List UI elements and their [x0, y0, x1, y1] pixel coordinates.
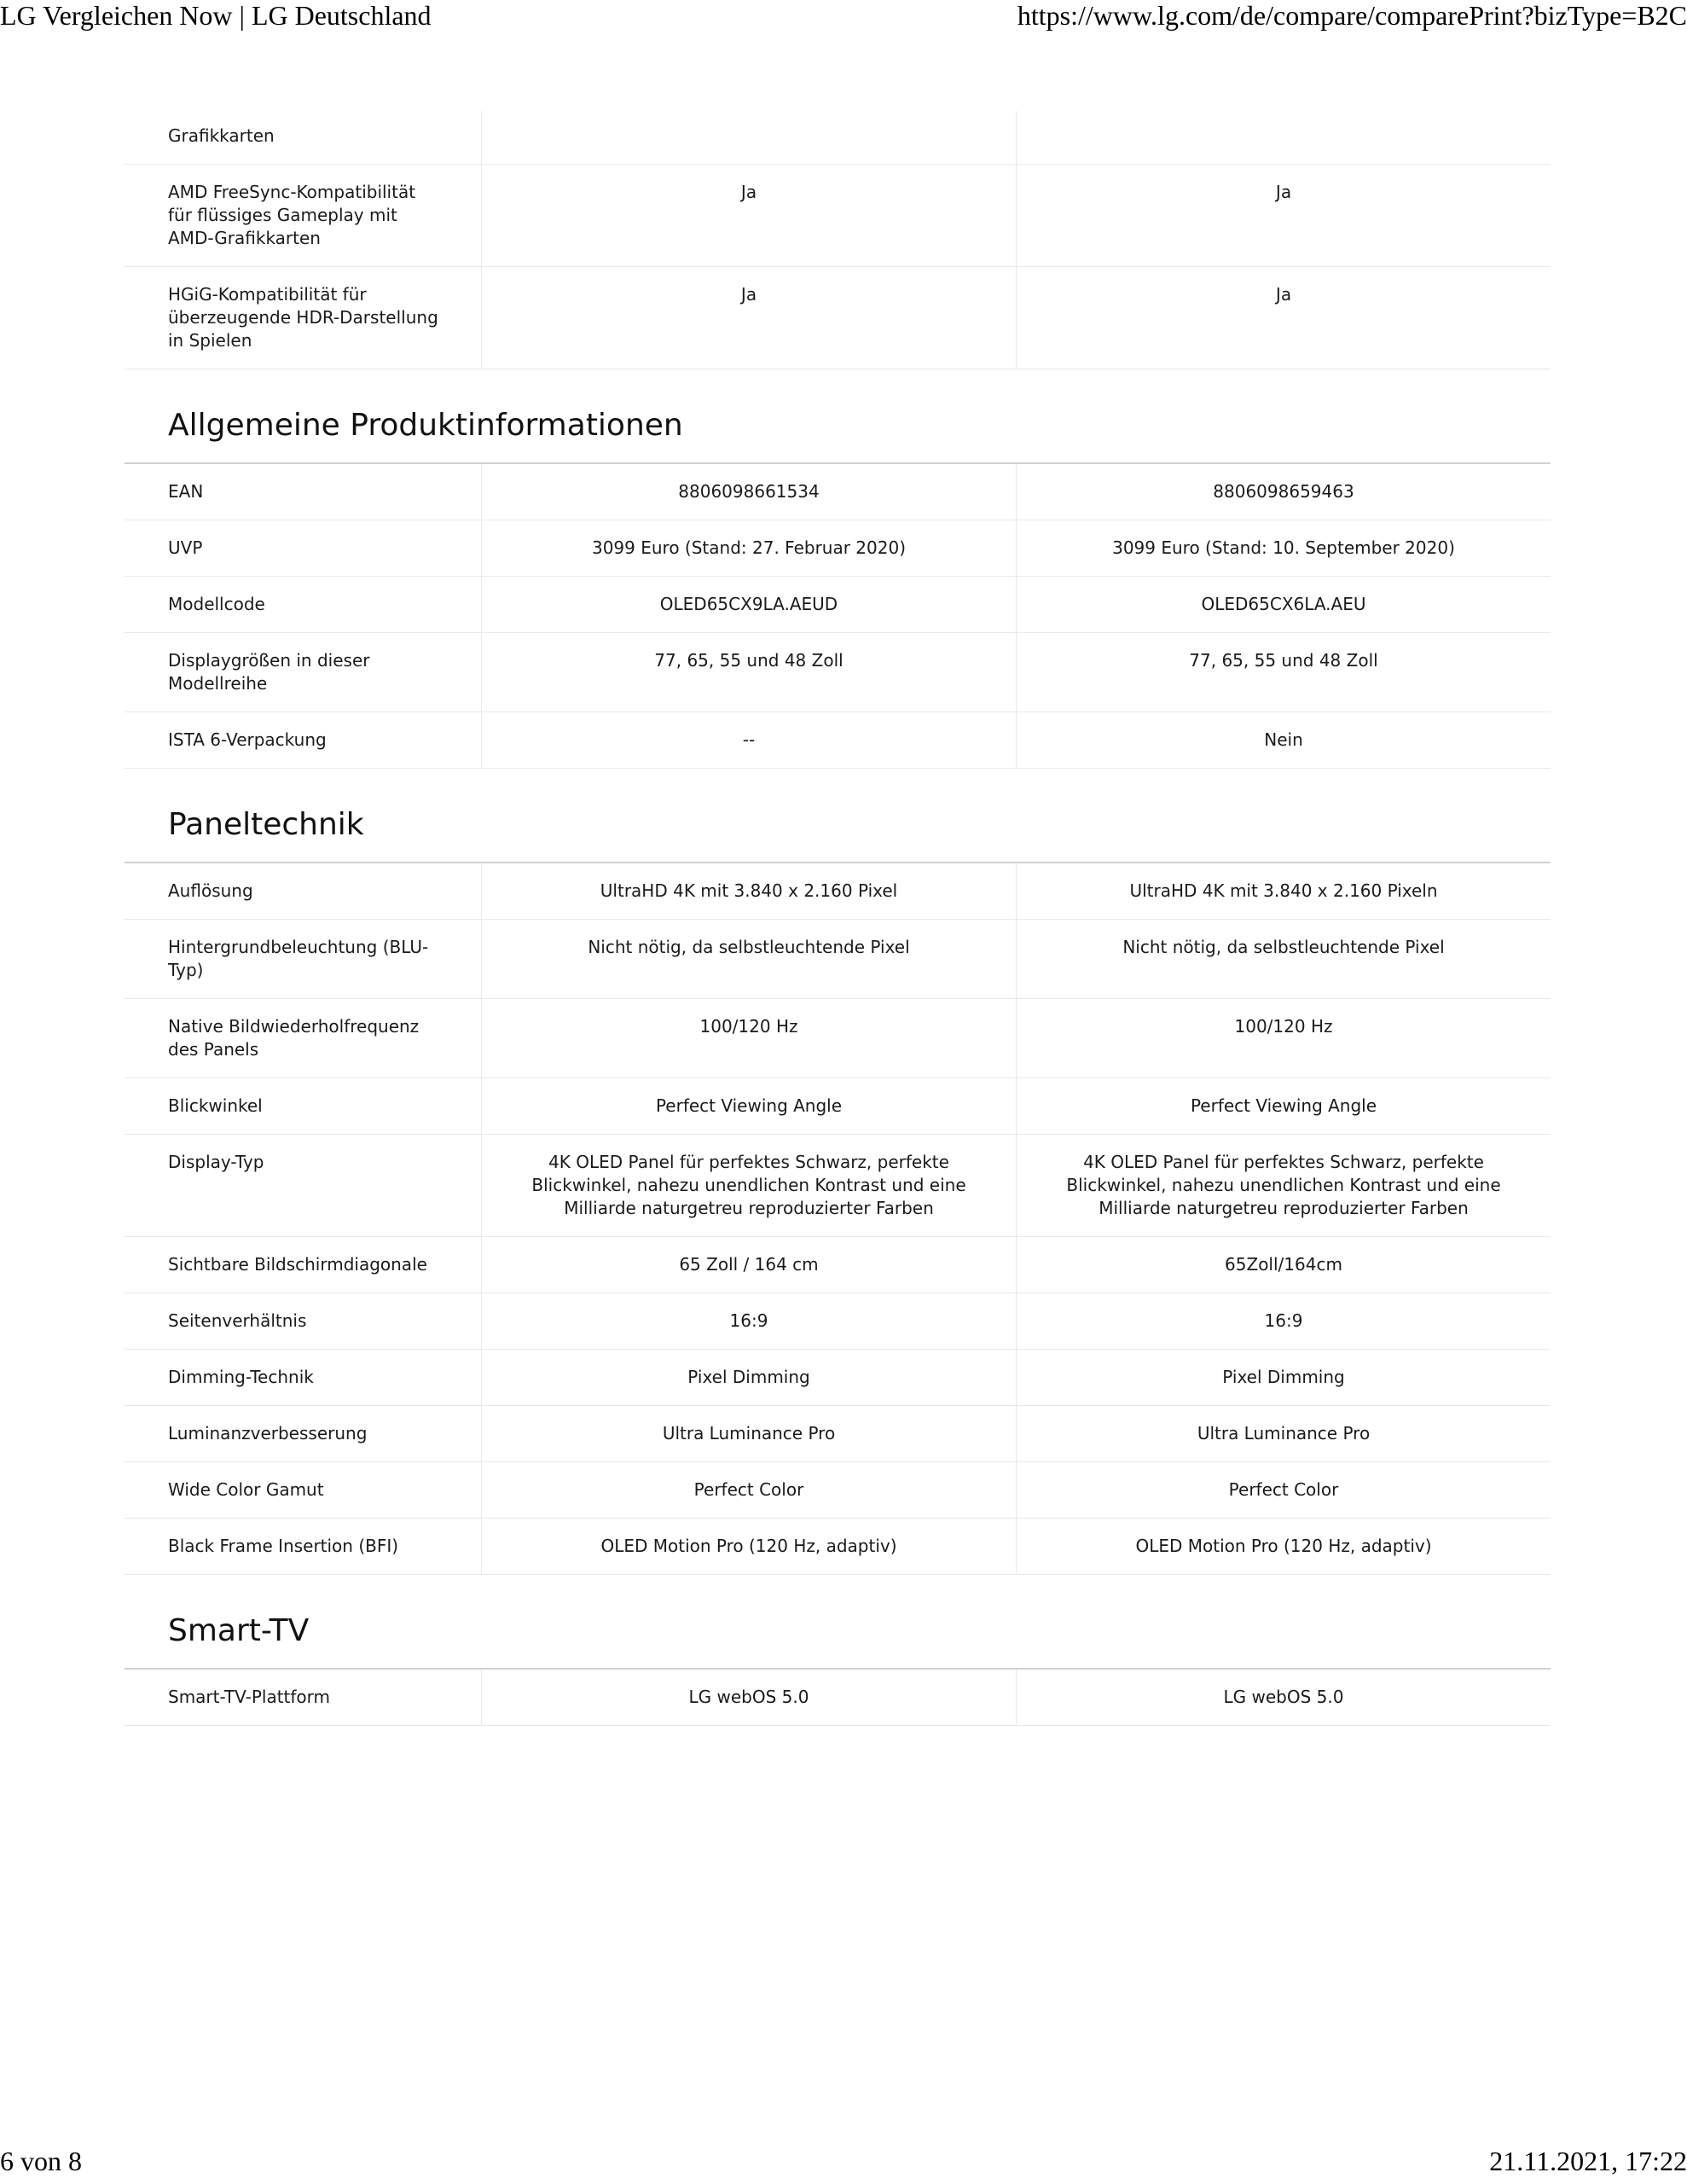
spec-label: Native Bildwiederholfrequenz des Panels — [168, 1016, 420, 1060]
section-title: Allgemeine Produktinformationen — [125, 369, 1551, 464]
product-1-value: Ja — [481, 165, 1016, 266]
print-footer — [0, 2146, 1687, 2184]
product-1-value: -- — [481, 712, 1016, 768]
spec-label: Hintergrundbeleuchtung (BLU-Typ) — [168, 937, 429, 980]
table-row — [125, 1462, 1551, 1519]
product-2-value: 4K OLED Panel für perfektes Schwarz, perfekte Blickwinkel, nahezu unendlichen Kontrast und eine Milliarde naturgetreu reproduzierter Farben — [1016, 1135, 1551, 1236]
product-2-value: 100/120 Hz — [1016, 999, 1551, 1077]
section-title: Paneltechnik — [125, 769, 1551, 863]
product-2-value: 8806098659463 — [1016, 464, 1551, 520]
product-1-value: 77, 65, 55 und 48 Zoll — [481, 633, 1016, 712]
product-2-value: Ultra Luminance Pro — [1016, 1406, 1551, 1461]
product-2-value: 77, 65, 55 und 48 Zoll — [1016, 633, 1551, 712]
product-2-value: OLED Motion Pro (120 Hz, adaptiv) — [1016, 1519, 1551, 1574]
product-2-value: 16:9 — [1016, 1293, 1551, 1349]
product-1-value: Ultra Luminance Pro — [481, 1406, 1016, 1461]
table-row — [125, 633, 1551, 712]
product-1-value: Ja — [481, 267, 1016, 369]
table-row — [125, 1237, 1551, 1293]
print-header — [0, 0, 1687, 34]
product-1-value: LG webOS 5.0 — [481, 1670, 1016, 1725]
spec-label: Smart-TV-Plattform — [168, 1687, 331, 1707]
product-2-value: Pixel Dimming — [1016, 1350, 1551, 1405]
product-1-value: UltraHD 4K mit 3.840 x 2.160 Pixel — [481, 863, 1016, 919]
spec-label: Dimming-Technik — [168, 1367, 314, 1387]
table-row — [125, 1406, 1551, 1462]
spec-label: Displaygrößen in dieser Modellreihe — [168, 650, 370, 694]
product-1-value: OLED65CX9LA.AEUD — [481, 577, 1016, 632]
section-title: Smart-TV — [125, 1575, 1551, 1670]
table-row — [125, 999, 1551, 1078]
product-1-value: Perfect Viewing Angle — [481, 1078, 1016, 1134]
product-2-value — [1016, 111, 1551, 164]
product-1-value: Pixel Dimming — [481, 1350, 1016, 1405]
product-1-value: 8806098661534 — [481, 464, 1016, 520]
table-row — [125, 863, 1551, 920]
product-1-value: Perfect Color — [481, 1462, 1016, 1518]
table-row — [125, 1350, 1551, 1406]
product-1-value: 3099 Euro (Stand: 27. Februar 2020) — [481, 520, 1016, 576]
table-row — [125, 1135, 1551, 1237]
product-2-value: Nicht nötig, da selbstleuchtende Pixel — [1016, 920, 1551, 998]
spec-label: Black Frame Insertion (BFI) — [168, 1536, 399, 1556]
print-datetime: 21.11.2021, 17:22 — [1489, 2146, 1687, 2176]
spec-label: Modellcode — [168, 594, 265, 614]
comparison-table — [125, 111, 1551, 1726]
product-2-value: Ja — [1016, 165, 1551, 266]
product-2-value: 65Zoll/164cm — [1016, 1237, 1551, 1292]
product-1-value: 16:9 — [481, 1293, 1016, 1349]
spec-label: UVP — [168, 537, 203, 558]
table-row — [125, 165, 1551, 267]
spec-label: Display-Typ — [168, 1152, 264, 1172]
product-2-value: Nein — [1016, 712, 1551, 768]
spec-label: Grafikkarten — [168, 125, 275, 146]
spec-label: Auflösung — [168, 880, 253, 901]
spec-label: Seitenverhältnis — [168, 1310, 307, 1331]
table-row — [125, 1293, 1551, 1350]
spec-label: Blickwinkel — [168, 1095, 263, 1116]
product-2-value: UltraHD 4K mit 3.840 x 2.160 Pixeln — [1016, 863, 1551, 919]
product-2-value: OLED65CX6LA.AEU — [1016, 577, 1551, 632]
table-row — [125, 267, 1551, 369]
spec-label: AMD FreeSync-Kompatibilität für flüssiges Gameplay mit AMD-Grafikkarten — [168, 182, 416, 248]
spec-label: Sichtbare Bildschirmdiagonale — [168, 1254, 427, 1275]
table-row — [125, 712, 1551, 769]
product-2-value: Ja — [1016, 267, 1551, 369]
table-row — [125, 1519, 1551, 1575]
table-row — [125, 464, 1551, 520]
print-page-title: LG Vergleichen Now | LG Deutschland — [0, 0, 432, 31]
product-2-value: Perfect Color — [1016, 1462, 1551, 1518]
table-row — [125, 920, 1551, 999]
spec-label: EAN — [168, 481, 204, 502]
product-1-value — [481, 111, 1016, 164]
table-row — [125, 111, 1551, 165]
table-row — [125, 577, 1551, 633]
print-page-number: 6 von 8 — [0, 2146, 82, 2176]
print-url: https://www.lg.com/de/compare/comparePrint?bizType=B2C — [1017, 0, 1687, 31]
product-2-value: LG webOS 5.0 — [1016, 1670, 1551, 1725]
table-row — [125, 1078, 1551, 1135]
spec-label: Wide Color Gamut — [168, 1479, 324, 1500]
table-row — [125, 1670, 1551, 1726]
spec-label: Luminanzverbesserung — [168, 1423, 368, 1443]
product-2-value: 3099 Euro (Stand: 10. September 2020) — [1016, 520, 1551, 576]
spec-label: ISTA 6-Verpackung — [168, 729, 327, 750]
product-1-value: 4K OLED Panel für perfektes Schwarz, perfekte Blickwinkel, nahezu unendlichen Kontrast und eine Milliarde naturgetreu reproduzierter Farben — [481, 1135, 1016, 1236]
product-1-value: 100/120 Hz — [481, 999, 1016, 1077]
table-row — [125, 520, 1551, 577]
product-1-value: OLED Motion Pro (120 Hz, adaptiv) — [481, 1519, 1016, 1574]
product-2-value: Perfect Viewing Angle — [1016, 1078, 1551, 1134]
product-1-value: 65 Zoll / 164 cm — [481, 1237, 1016, 1292]
spec-label: HGiG-Kompatibilität für überzeugende HDR-Darstellung in Spielen — [168, 284, 438, 351]
product-1-value: Nicht nötig, da selbstleuchtende Pixel — [481, 920, 1016, 998]
